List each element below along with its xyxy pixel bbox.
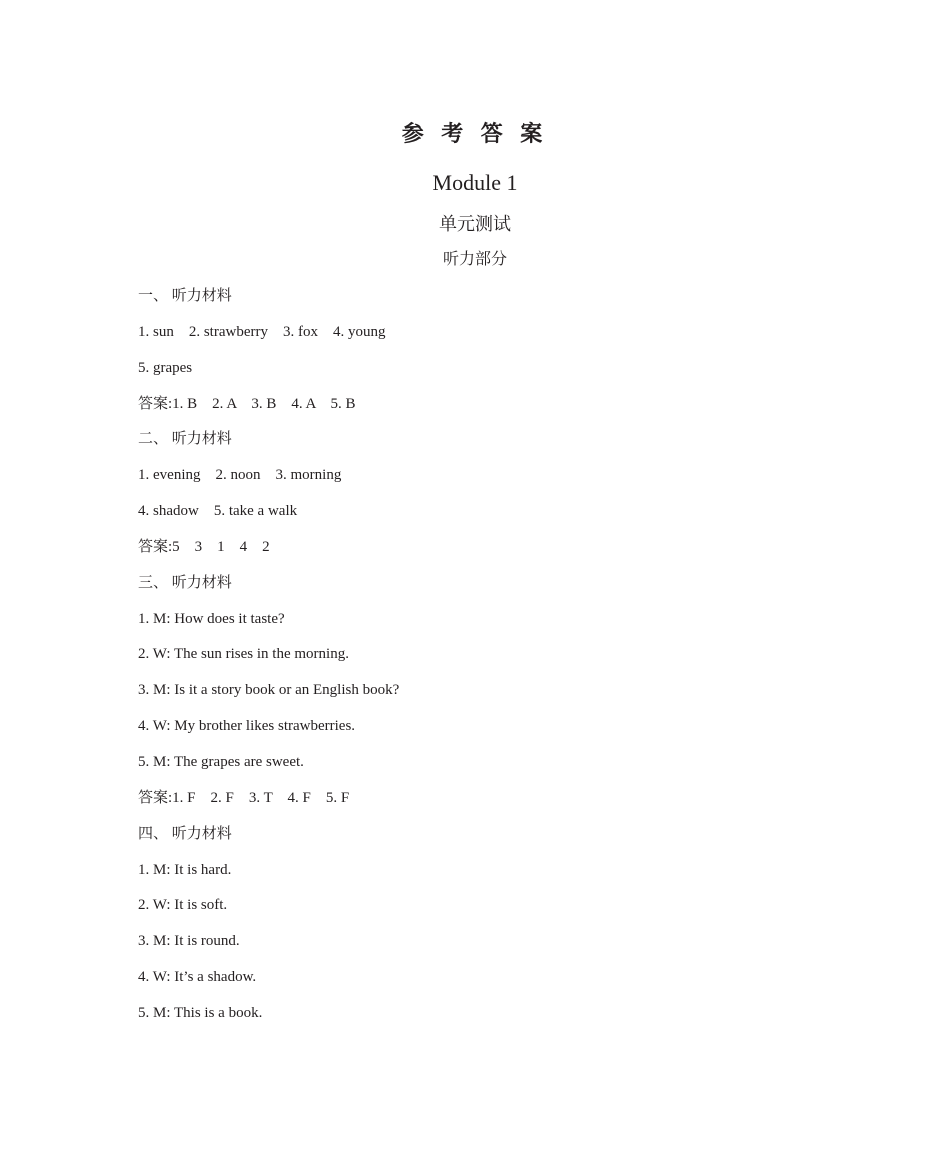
section-3-answer: 答案:1. F 2. F 3. T 4. F 5. F bbox=[138, 789, 350, 806]
section-2-items-b: 4. shadow 5. take a walk bbox=[138, 503, 298, 520]
section-1-answer: 答案:1. B 2. A 3. B 4. A 5. B bbox=[138, 395, 356, 412]
section-1-items-a: 1. sun 2. strawberry 3. fox 4. young bbox=[138, 323, 386, 340]
section-3-item-4: 4. W: My brother likes strawberries. bbox=[138, 718, 356, 735]
section-3-item-1: 1. M: How does it taste? bbox=[138, 610, 285, 627]
page-title: 参 考 答 案 bbox=[401, 121, 549, 146]
section-2-heading: 二、 听力材料 bbox=[138, 431, 232, 448]
section-1-heading: 一、 听力材料 bbox=[138, 288, 232, 304]
section-3-heading: 三、 听力材料 bbox=[138, 574, 232, 591]
section-2-items-a: 1. evening 2. noon 3. morning bbox=[138, 467, 342, 484]
answer-content bbox=[138, 284, 838, 1037]
section-4-item-3: 3. M: It is round. bbox=[138, 933, 240, 950]
listening-section-heading: 听力部分 bbox=[442, 251, 507, 268]
section-3-item-5: 5. M: The grapes are sweet. bbox=[138, 753, 304, 770]
section-4-item-4: 4. W: It’s a shadow. bbox=[138, 969, 257, 986]
section-2-answer: 答案:5 3 1 4 2 bbox=[138, 538, 270, 555]
unit-test-heading: 单元测试 bbox=[439, 214, 511, 234]
section-3-item-3: 3. M: Is it a story book or an English book? bbox=[138, 682, 400, 699]
section-3-item-2: 2. W: The sun rises in the morning. bbox=[138, 646, 349, 663]
section-4-item-2: 2. W: It is soft. bbox=[138, 897, 228, 914]
section-1-items-b: 5. grapes bbox=[138, 359, 193, 376]
section-4-item-5: 5. M: This is a book. bbox=[138, 1004, 263, 1021]
section-4-heading: 四、 听力材料 bbox=[138, 825, 232, 842]
section-4-item-1: 1. M: It is hard. bbox=[138, 861, 232, 878]
module-heading: Module 1 bbox=[432, 170, 518, 195]
